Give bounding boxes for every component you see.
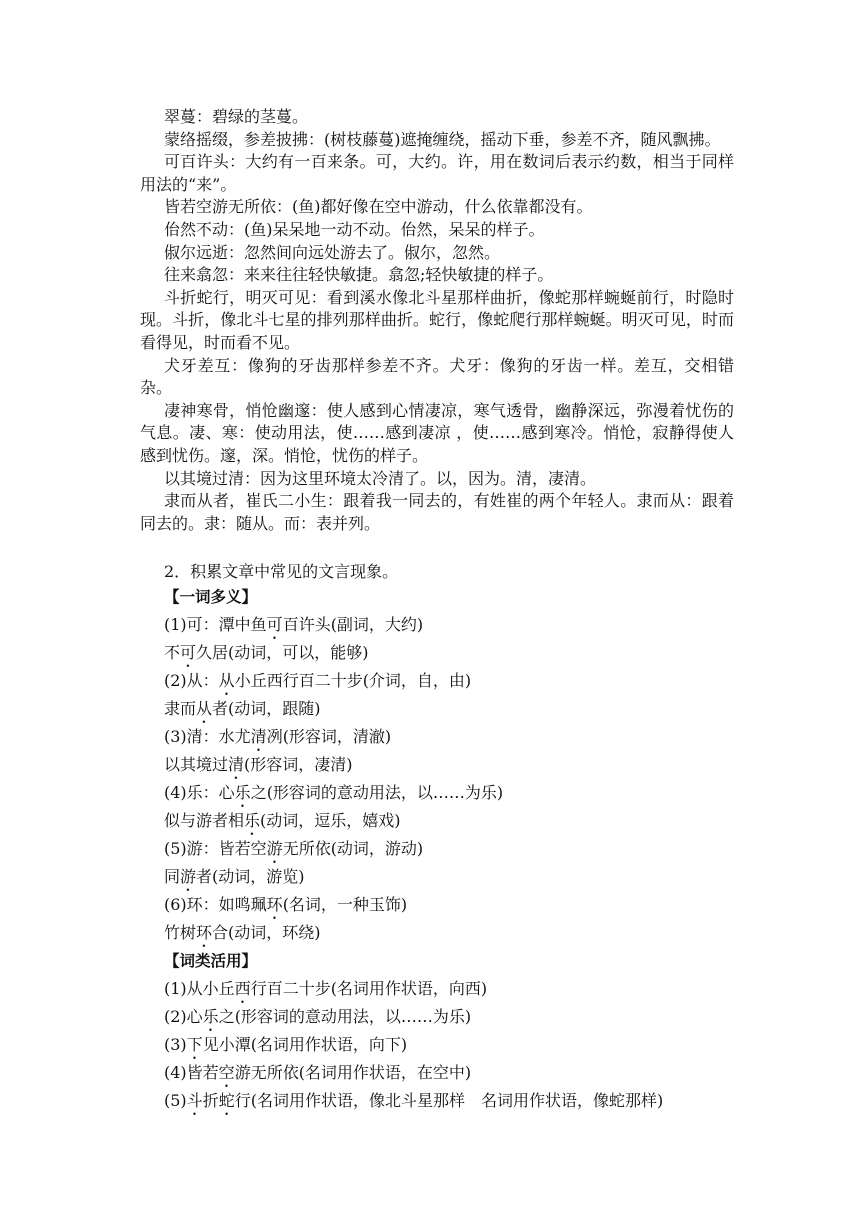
gloss-entry: 佁然不动：(鱼)呆呆地一动不动。佁然，呆呆的样子。 [164, 219, 545, 239]
item-text: 无所依(动词，游动) [282, 839, 424, 858]
conversion-heading: 【词类活用】 [164, 952, 258, 970]
item-text: (名词，一种玉饰) [282, 895, 408, 914]
item-text: 以其境过 [164, 755, 229, 774]
polysemy-item [164, 639, 744, 667]
item-text: 合(动词，环绕) [212, 923, 321, 942]
polysemy-item [164, 835, 744, 863]
emphasized-word: 乐 [202, 1007, 219, 1026]
gloss-entry: 往来翕忽：来来往往轻快敏捷。翕忽;轻快敏捷的样子。 [164, 265, 554, 285]
emphasized-word: 乐 [234, 783, 251, 802]
item-text: 似与游者相 [164, 811, 245, 830]
emphasized-word: 斗 [186, 1091, 203, 1110]
item-text: 竹树 [164, 923, 197, 942]
polysemy-item [164, 751, 744, 779]
phenomena-section [164, 561, 744, 1115]
item-text: 者(动词，跟随) [212, 699, 321, 718]
emphasized-word: 蛇 [218, 1091, 235, 1110]
item-text: 小丘西行百二十步(介词，自，由) [234, 671, 472, 690]
item-text: 之(形容词的意动用法，以……为乐) [218, 1007, 472, 1026]
item-text: (6)环：如鸣珮 [164, 895, 267, 914]
item-text: 隶而 [164, 699, 197, 718]
item-text: 见小潭(名词用作状语，向下) [202, 1035, 408, 1054]
polysemy-item [164, 667, 744, 695]
item-text: 者(动词，游览) [196, 867, 305, 886]
gloss-entry: 犬牙差互：像狗的牙齿那样参差不齐。犬牙：像狗的牙齿一样。差互，交相错杂。 [140, 355, 734, 398]
item-text: (5)游：皆若空 [164, 839, 267, 858]
emphasized-word: 可 [266, 615, 283, 634]
emphasized-word: 西 [234, 979, 251, 998]
conversion-item [164, 1087, 744, 1115]
item-text: (2)心 [164, 1007, 203, 1026]
item-text: 折 [202, 1091, 219, 1110]
item-text: (4)乐：心 [164, 783, 235, 802]
glossary-section [140, 106, 734, 535]
gloss-entry: 蒙络摇缀，参差披拂：(树枝藤蔓)遮掩缠绕，摇动下垂，参差不齐，随风飘拂。 [164, 129, 721, 149]
polysemy-item [164, 891, 744, 919]
gloss-entry: 俶尔远逝：忽然间向远处游去了。俶尔，忽然。 [164, 242, 501, 262]
emphasized-word: 清 [250, 727, 267, 746]
item-text: (动词，逗乐，嬉戏) [260, 811, 401, 830]
conversion-item [164, 975, 744, 1003]
gloss-entry: 翠蔓：碧绿的茎蔓。 [164, 107, 309, 126]
emphasized-word: 可 [180, 643, 197, 662]
item-text: 行(名词用作状语，像北斗星那样 名词用作状语，像蛇那样) [234, 1091, 664, 1110]
emphasized-word: 乐 [244, 811, 261, 830]
item-text: (1)可：潭中鱼 [164, 615, 267, 634]
polysemy-item [164, 611, 744, 639]
polysemy-item [164, 919, 744, 947]
gloss-entry: 斗折蛇行，明灭可见：看到溪水像北斗星那样曲折，像蛇那样蜿蜒前行，时隐时现。斗折，像北斗七星的排列那样曲折。蛇行，像蛇爬行那样蜿蜒。明灭可见，时而看得见，时而看不见。 [140, 287, 734, 352]
gloss-entry: 可百许头：大约有一百来条。可，大约。许，用在数词后表示约数，相当于同样用法的“来”。 [140, 152, 734, 194]
conversion-item [164, 1031, 744, 1059]
item-text: 同 [164, 867, 181, 886]
gloss-entry: 凄神寒骨，悄怆幽邃：使人感到心情凄凉，寒气透骨，幽静深远，弥漫着忧伤的气息。凄、寒：使动用法，使……感到凄凉 ，使……感到寒冷。悄怆，寂静得使人感到忧伤。邃，深。悄怆，忧伤的样子。 [140, 400, 734, 465]
item-text: (1)从小丘 [164, 979, 235, 998]
item-text: 百许头(副词，大约) [282, 615, 424, 634]
polysemy-item [164, 695, 744, 723]
polysemy-item [164, 779, 744, 807]
emphasized-word: 下 [186, 1035, 203, 1054]
gloss-entry: 皆若空游无所依：(鱼)都好像在空中游动，什么依靠都没有。 [164, 197, 593, 217]
item-text: (5) [164, 1091, 187, 1110]
emphasized-word: 游 [266, 839, 283, 858]
emphasized-word: 环 [196, 923, 213, 942]
conversion-item [164, 1059, 744, 1087]
polysemy-item [164, 807, 744, 835]
item-text: 不 [164, 643, 181, 662]
item-text: (2)从： [164, 671, 219, 690]
emphasized-word: 空 [218, 1063, 235, 1082]
emphasized-word: 游 [180, 867, 197, 886]
item-text: (形容词，凄清) [244, 755, 353, 774]
emphasized-word: 从 [218, 671, 235, 690]
gloss-entry: 隶而从者，崔氏二小生：跟着我一同去的，有姓崔的两个年轻人。隶而从：跟着同去的。隶：随从。而：表并列。 [140, 491, 734, 533]
item-text: 行百二十步(名词用作状语，向西) [250, 979, 488, 998]
item-text: (3) [164, 1035, 187, 1054]
item-text: 游无所依(名词用作状语，在空中) [234, 1063, 472, 1082]
polysemy-heading: 【一词多义】 [164, 588, 258, 606]
item-text: (4)皆若 [164, 1063, 219, 1082]
item-text: (3)清：水尤 [164, 727, 251, 746]
section-heading: 2．积累文章中常见的文言现象。 [164, 562, 399, 581]
emphasized-word: 环 [266, 895, 283, 914]
item-text: 之(形容词的意动用法，以……为乐) [250, 783, 504, 802]
emphasized-word: 清 [228, 755, 245, 774]
item-text: 冽(形容词，清澈) [266, 727, 392, 746]
polysemy-item [164, 863, 744, 891]
emphasized-word: 从 [196, 699, 213, 718]
gloss-entry: 以其境过清：因为这里环境太冷清了。以，因为。清，凄清。 [164, 468, 597, 488]
item-text: 久居(动词，可以，能够) [196, 643, 369, 662]
polysemy-item [164, 723, 744, 751]
conversion-item [164, 1003, 744, 1031]
